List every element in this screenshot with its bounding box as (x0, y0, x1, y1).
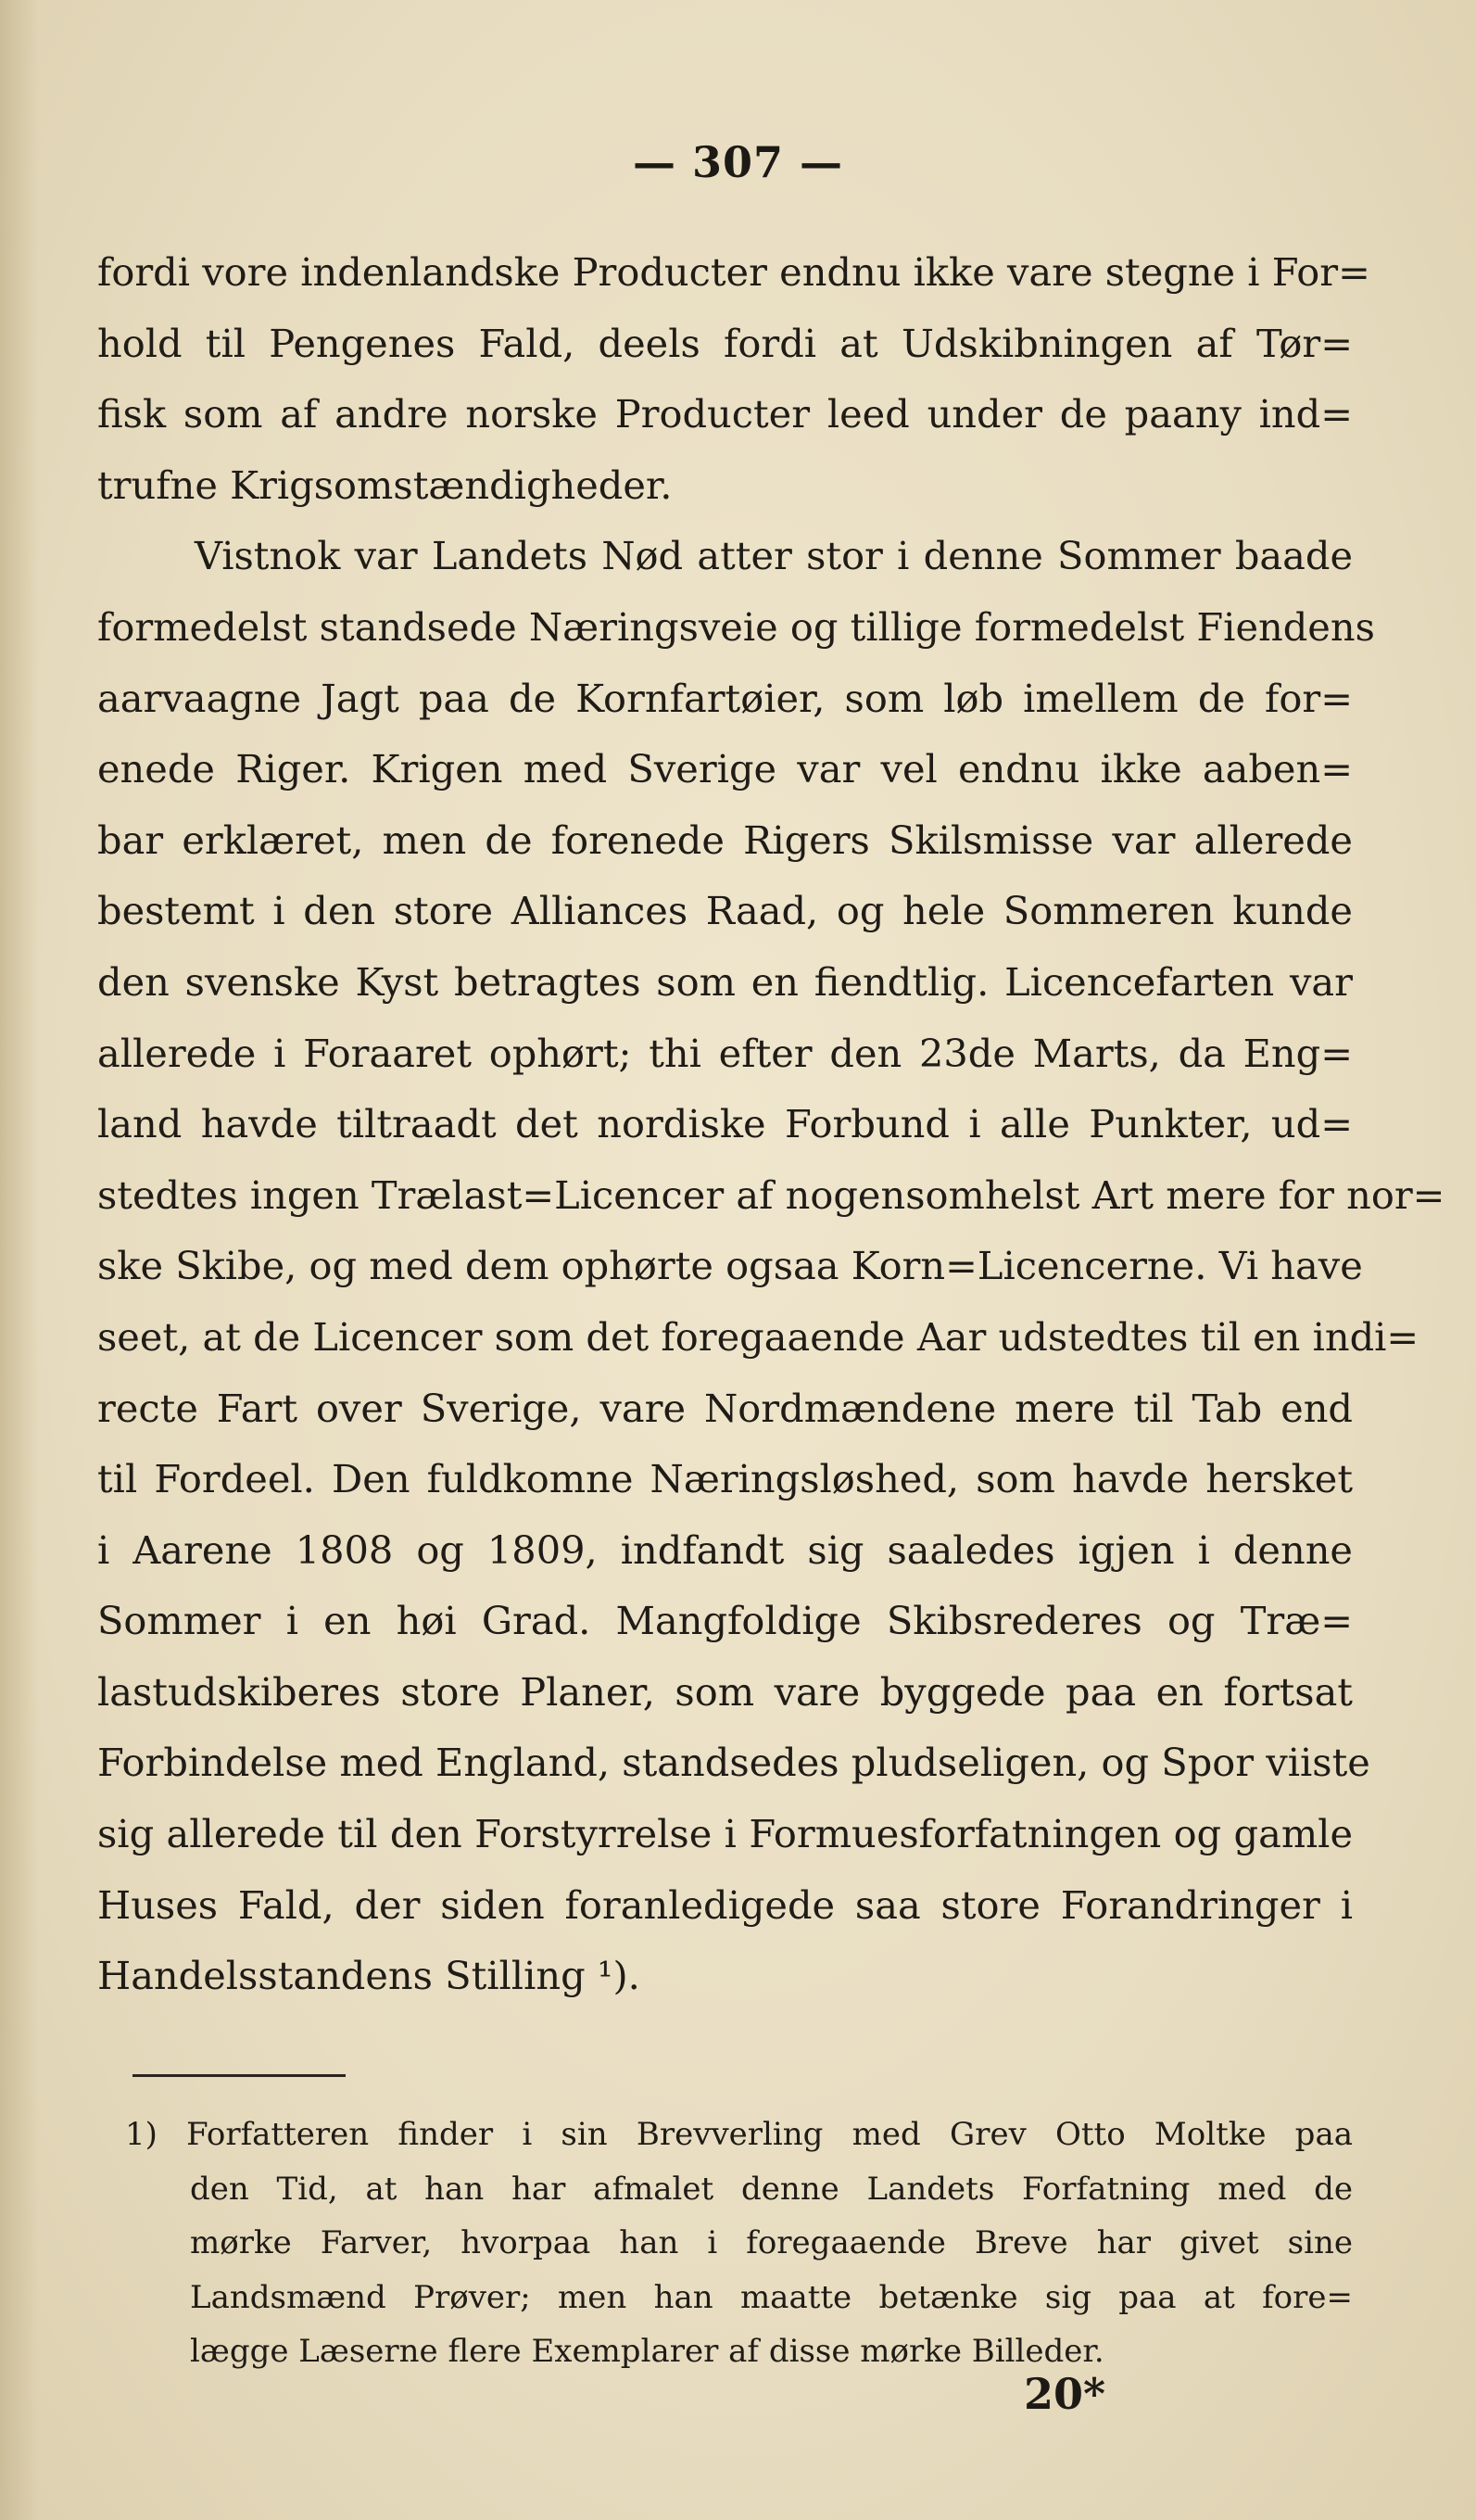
text-line: sig allerede til den Forstyrrelse i Formuesforfatningen og gamle (97, 1811, 1353, 1857)
text-line: i Aarene 1808 og 1809, indfandt sig saaledes igjen i denne (97, 1526, 1353, 1573)
footnote-line: den Tid, at han har afmalet denne Landets Forfatning med de (190, 2170, 1353, 2208)
body-text (97, 237, 1445, 2012)
text-line: hold til Pengenes Fald, deels fordi at Udskibningen af Tør= (97, 320, 1353, 366)
text-line: fisk som af andre norske Producter leed under de paany ind= (97, 391, 1353, 437)
footnote-line: mørke Farver, hvorpaa han i foregaaende Breve har givet sine (190, 2224, 1353, 2261)
text-line: til Fordeel. Den fuldkomne Næringsløshed, som havde hersket (97, 1456, 1353, 1502)
page-number-header: — 307 — (632, 137, 844, 187)
text-line: ske Skibe, og med dem ophørte ogsaa Korn=Licencerne. Vi have (97, 1243, 1363, 1289)
text-line: stedtes ingen Trælast=Licencer af nogensomhelst Art mere for nor= (97, 1171, 1445, 1218)
text-line: land havde tiltraadt det nordiske Forbund i alle Punkter, ud= (97, 1101, 1353, 1147)
text-line: den svenske Kyst betragtes som en fiendtlig. Licencefarten var (97, 958, 1353, 1005)
text-line: trufne Krigsomstændigheder. (97, 462, 673, 508)
text-line: Handelsstandens Stilling ¹). (97, 1953, 640, 1999)
footnote (125, 2108, 1353, 2379)
text-line: fordi vore indenlandske Producter endnu ikke vare stegne i For= (97, 249, 1370, 295)
text-line: bar erklæret, men de forenede Rigers Skilsmisse var allerede (97, 817, 1353, 863)
text-line: enede Riger. Krigen med Sverige var vel endnu ikke aaben= (97, 746, 1353, 792)
text-line: Forbindelse med England, standsedes pludseligen, og Spor viiste (97, 1740, 1370, 1786)
text-line: bestemt i den store Alliances Raad, og hele Sommeren kunde (97, 888, 1353, 934)
footnote-line: Landsmænd Prøver; men han maatte betænke sig paa at fore= (190, 2278, 1353, 2316)
text-line: lastudskiberes store Planer, som vare byggede paa en fortsat (97, 1668, 1353, 1715)
text-line: seet, at de Licencer som det foregaaende Aar udstedtes til en indi= (97, 1313, 1419, 1360)
text-line: Vistnok var Landets Nød atter stor i denne Sommer baade (195, 533, 1353, 579)
footnote-divider (132, 2074, 346, 2077)
footnote-line: 1) Forfatteren finder i sin Brevverling med Grev Otto Moltke paa (125, 2116, 1353, 2153)
text-line: aarvaagne Jagt paa de Kornfartøier, som løb imellem de for= (97, 675, 1353, 721)
footnote-line: lægge Læserne flere Exemplarer af disse mørke Billeder. (190, 2333, 1104, 2370)
text-line: recte Fart over Sverige, vare Nordmændene mere til Tab end (97, 1385, 1353, 1431)
text-line: Sommer i en høi Grad. Mangfoldige Skibsrederes og Træ= (97, 1598, 1353, 1644)
text-line: Huses Fald, der siden foranledigede saa store Forandringer i (97, 1881, 1353, 1928)
text-line: formedelst standsede Næringsveie og tillige formedelst Fiendens (97, 603, 1375, 650)
signature-mark: 20* (1024, 2369, 1106, 2419)
text-line: allerede i Foraaret ophørt; thi efter den 23de Marts, da Eng= (97, 1030, 1353, 1076)
